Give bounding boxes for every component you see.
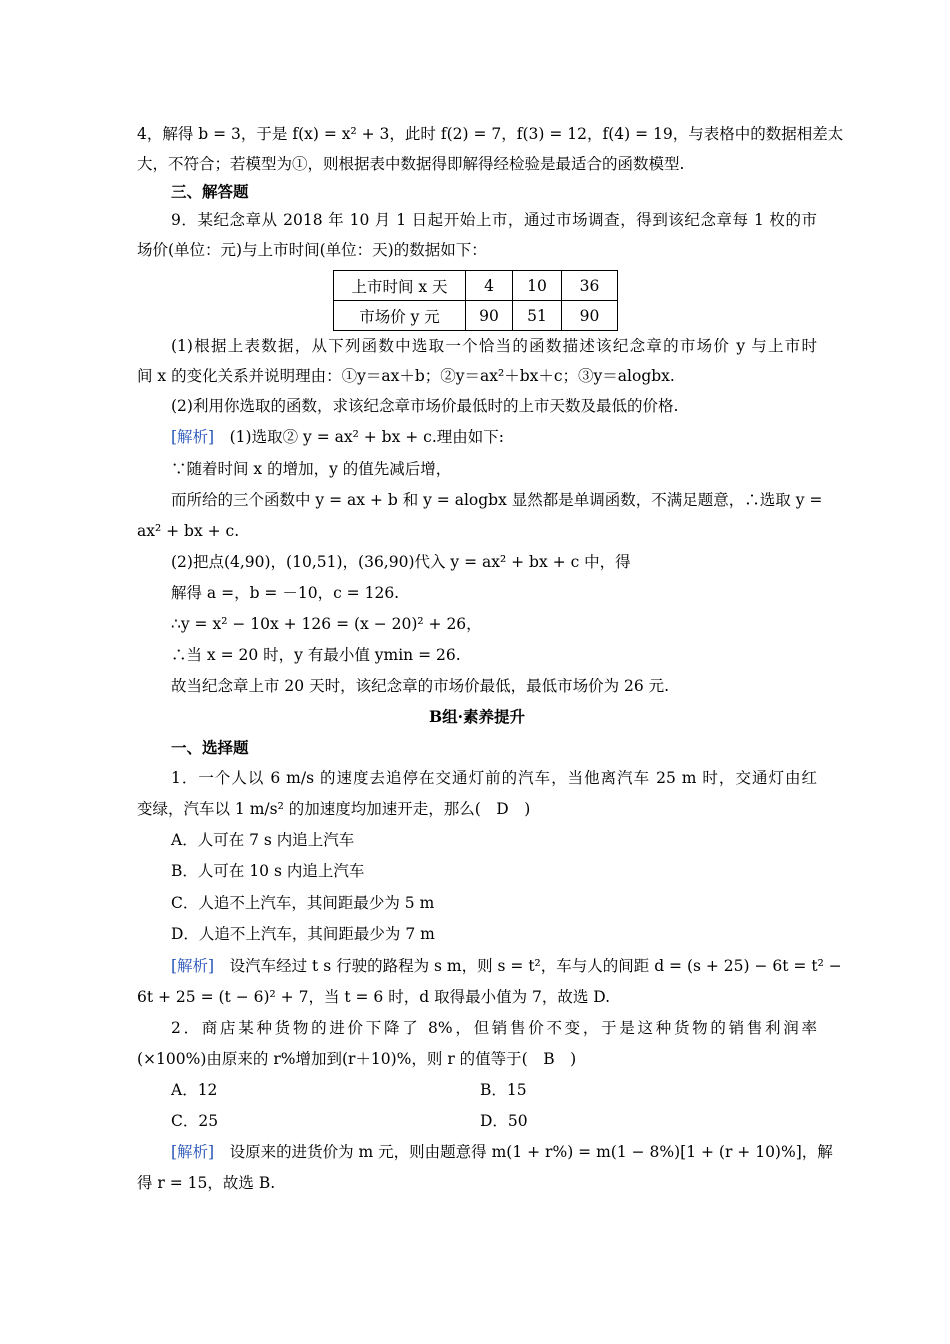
- table-cell: 90: [562, 301, 618, 331]
- table-cell: 90: [466, 301, 513, 331]
- solution-line: [171, 955, 842, 977]
- option-c: C．25: [171, 1112, 219, 1130]
- section-heading: 一、选择题: [171, 738, 249, 757]
- table-cell: 36: [562, 271, 618, 301]
- section-heading: 三、解答题: [171, 182, 249, 201]
- solution-text: (1)选取② y = ax² + bx + c.理由如下:: [229, 428, 504, 446]
- solution-text: 故当纪念章上市 20 天时，该纪念章的市场价最低，最低市场价为 26 元.: [171, 677, 670, 695]
- analysis-tag: [解析]: [171, 1143, 215, 1161]
- data-table: [333, 270, 618, 331]
- solution-text: 设汽车经过 t s 行驶的路程为 s m，则 s = t²，车与人的间距 d = (s + 25) − 6t = t² −: [229, 957, 842, 975]
- solution-text: 而所给的三个函数中 y = ax + b 和 y = alogbx 显然都是单调函数，不满足题意，∴选取 y =: [171, 491, 823, 509]
- table-cell: 市场价 y 元: [334, 301, 466, 331]
- problem-text: (×100%)由原来的 r%增加到(r＋10)%，则 r 的值等于( B ): [137, 1050, 577, 1068]
- option-b: B．人可在 10 s 内追上汽车: [171, 862, 365, 880]
- option-a: A．12: [171, 1081, 218, 1099]
- section-title: B组·素养提升: [429, 707, 525, 726]
- problem-text: 1．一个人以 6 m/s 的速度去追停在交通灯前的汽车，当他离汽车 25 m 时，交通灯由红: [171, 769, 817, 787]
- table-cell: 上市时间 x 天: [334, 271, 466, 301]
- solution-text: ∴y = x² − 10x + 126 = (x − 20)² + 26，: [171, 615, 482, 633]
- solution-line: [171, 1141, 833, 1163]
- solution-text: (2)把点(4,90)，(10,51)，(36,90)代入 y = ax² + bx + c 中，得: [171, 553, 631, 571]
- solution-text: 得 r = 15，故选 B.: [137, 1174, 276, 1192]
- solution-text: 6t + 25 = (t − 6)² + 7，当 t = 6 时，d 取得最小值为 7，故选 D.: [137, 988, 611, 1006]
- table-cell: 51: [513, 301, 562, 331]
- solution-line: [171, 426, 817, 448]
- solution-text: ∴当 x = 20 时，y 有最小值 ymin = 26.: [171, 646, 461, 664]
- table-row: [334, 301, 618, 331]
- option-d: D．人追不上汽车，其间距最少为 7 m: [171, 925, 435, 943]
- option-d: D．50: [480, 1112, 528, 1130]
- text-line: 大，不符合；若模型为①，则根据表中数据得即解得经检验是最适合的函数模型.: [137, 155, 685, 173]
- table-cell: 4: [466, 271, 513, 301]
- analysis-tag: [解析]: [171, 428, 215, 446]
- solution-text: 设原来的进货价为 m 元，则由题意得 m(1 + r%) = m(1 − 8%)[1 + (r + 10)%]，解: [229, 1143, 833, 1161]
- problem-text: 场价(单位：元)与上市时间(单位：天)的数据如下：: [137, 241, 487, 259]
- option-b: B．15: [480, 1081, 527, 1099]
- option-c: C．人追不上汽车，其间距最少为 5 m: [171, 894, 435, 912]
- problem-text: (1)根据上表数据，从下列函数中选取一个恰当的函数描述该纪念章的市场价 y 与上市时: [171, 337, 817, 355]
- text-line: 4，解得 b = 3，于是 f(x) = x² + 3，此时 f(2) = 7，f(3) = 12，f(4) = 19，与表格中的数据相差太: [137, 125, 844, 143]
- solution-text: 解得 a =，b = －10，c = 126.: [171, 584, 400, 602]
- problem-text: 9．某纪念章从 2018 年 10 月 1 日起开始上市，通过市场调查，得到该纪念章每 1 枚的市: [171, 211, 817, 229]
- problem-text: 2．商店某种货物的进价下降了 8%，但销售价不变，于是这种货物的销售利润率: [171, 1019, 817, 1037]
- solution-text: ∵随着时间 x 的增加，y 的值先减后增，: [171, 460, 452, 478]
- table-row: [334, 271, 618, 301]
- problem-text: 间 x 的变化关系并说明理由：①y＝ax＋b；②y＝ax²＋bx＋c；③y＝alogbx.: [137, 367, 675, 385]
- problem-text: (2)利用你选取的函数，求该纪念章市场价最低时的上市天数及最低的价格.: [171, 397, 679, 415]
- solution-text: ax² + bx + c.: [137, 522, 240, 540]
- option-a: A．人可在 7 s 内追上汽车: [171, 831, 355, 849]
- problem-text: 变绿，汽车以 1 m/s² 的加速度均加速开走，那么( D ): [137, 800, 531, 818]
- analysis-tag: [解析]: [171, 957, 215, 975]
- table-cell: 10: [513, 271, 562, 301]
